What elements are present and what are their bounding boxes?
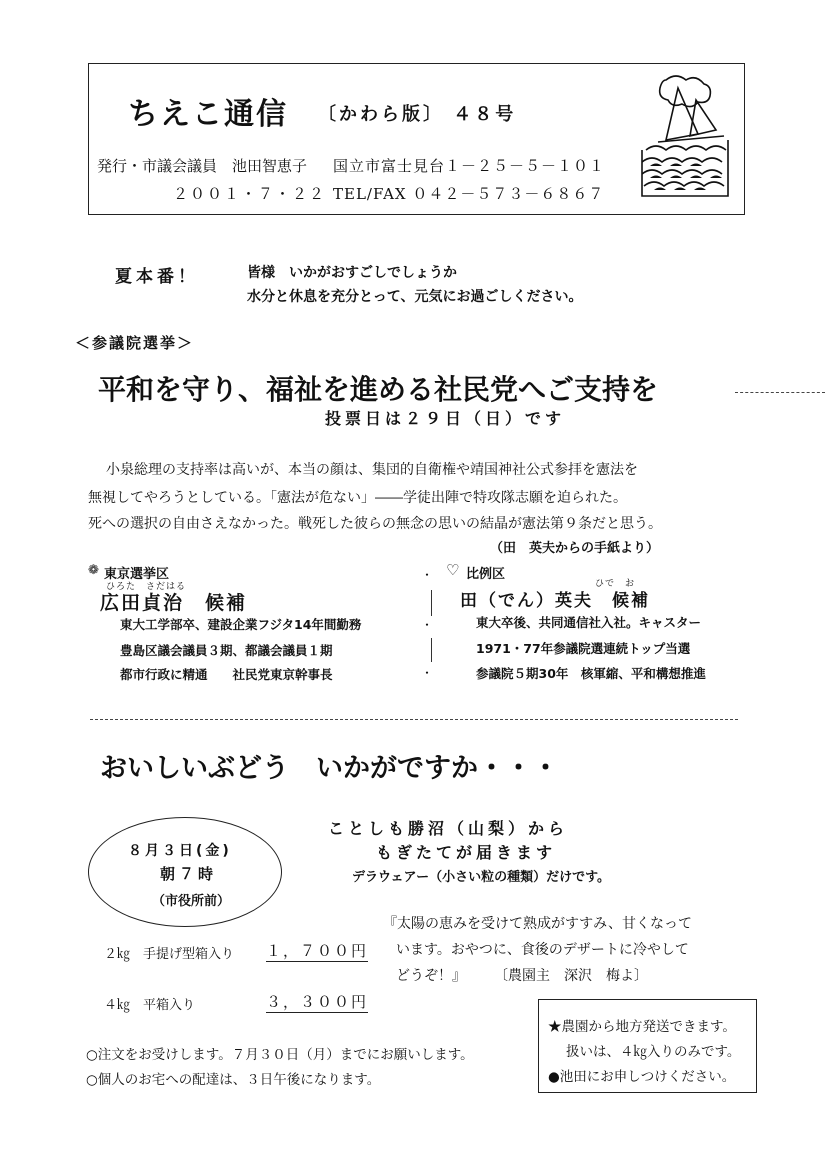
tel-line: TEL/FAX ０４２－５７３－６８６７: [333, 185, 605, 203]
price-label-4kg: ４㎏ 平箱入り: [104, 998, 196, 1013]
heart-icon: ♡: [446, 561, 460, 579]
proportional-district-label: 比例区: [466, 567, 506, 582]
tokyo-candidate-name: 広田貞治 候補: [100, 592, 248, 614]
tokyo-detail-1: 東大工学部卒、建設企業フジタ14年間勤務: [120, 617, 362, 632]
divider-line-1: [431, 590, 432, 616]
event-place: （市役所前）: [152, 894, 231, 909]
sailboat-wave-icon: [636, 70, 736, 200]
delivery-note: ○個人のお宅への配達は、３日午後になります。: [86, 1072, 381, 1088]
headline-dash: [735, 392, 825, 393]
grapes-headline: おいしいぶどう いかがですか・・・: [100, 753, 559, 784]
proportional-candidate-ruby: ひで お: [595, 579, 636, 589]
quote-source: （田 英夫からの手紙より）: [490, 541, 660, 556]
price-4kg: ３，３００円: [266, 993, 369, 1011]
farmer-quote-1: 『太陽の恵みを受けて熟成がすすみ、甘くなって: [383, 916, 692, 932]
election-body-line-1: 小泉総理の支持率は高いが、本当の顔は、集団的自衛権や靖国神社公式参拝を憲法を: [106, 462, 638, 478]
divider-dot: ・: [421, 666, 434, 680]
edition-label: 〔かわら版〕 ４８号: [318, 104, 517, 125]
farmer-quote-3: どうぞ！』 〔農園主 深沢 梅よ〕: [396, 968, 648, 984]
divider-line-2: [431, 638, 432, 662]
vote-day: 投票日は２９日（日）です: [325, 409, 566, 428]
origin-line-2: もぎたてが届きます: [376, 843, 557, 862]
date-line: ２００１・７・２２: [173, 185, 327, 203]
publisher-line: 発行・市議会議員 池田智恵子: [97, 157, 308, 175]
section-divider: [90, 719, 738, 720]
price-label-2kg: ２㎏ 手提げ型箱入り: [104, 947, 235, 962]
address-line: 国立市富士見台１－２５－５－１０１: [333, 157, 606, 175]
farmer-quote-2: います。おやつに、食後のデザートに冷やして: [396, 942, 689, 958]
origin-line-1: ことしも勝沼（山梨）から: [328, 819, 569, 838]
variety-line: デラウェアー（小さい粒の種類）だけです。: [352, 870, 611, 885]
summer-heading: 夏本番！: [115, 267, 199, 287]
shipping-line-2: 扱いは、４㎏入りのみです。: [566, 1044, 741, 1060]
election-headline: 平和を守り、福祉を進める社民党へご支持を: [98, 373, 659, 406]
proportional-candidate-name: 田（でん）英夫 候補: [460, 591, 650, 611]
proportional-detail-3: 参議院５期30年 核軍縮、平和構想推進: [476, 666, 706, 681]
price-2kg: １，７００円: [266, 942, 369, 960]
greeting-line-1: 皆様 いかがおすごしでしょうか: [247, 265, 457, 281]
divider-dot: ・: [421, 568, 434, 582]
shipping-line-1: ★農園から地方発送できます。: [548, 1019, 736, 1035]
newsletter-title: ちえこ通信: [128, 97, 288, 132]
proportional-detail-2: 1971・77年参議院選連続トップ当選: [476, 641, 691, 656]
shipping-line-3: ●池田にお申しつけください。: [548, 1069, 736, 1085]
election-body-line-2: 無視してやろうとしている。「憲法が危ない」――学徒出陣で特攻隊志願を迫られた。: [88, 490, 627, 506]
order-note: ○注文をお受けします。７月３０日（月）までにお願いします。: [86, 1047, 474, 1063]
event-date: ８月３日(金): [128, 843, 232, 859]
greeting-line-2: 水分と休息を充分とって、元気にお過ごしください。: [247, 289, 583, 305]
election-section-label: ＜参議院選挙＞: [75, 334, 195, 352]
event-time: 朝７時: [160, 865, 218, 883]
tokyo-detail-3: 都市行政に精通 社民党東京幹事長: [120, 667, 333, 682]
tokyo-candidate-ruby: ひろた さだはる: [106, 582, 187, 592]
divider-dot: ・: [421, 618, 434, 632]
tokyo-district-label: 東京選挙区: [104, 567, 170, 582]
tokyo-detail-2: 豊島区議会議員３期、都議会議員１期: [120, 643, 333, 658]
proportional-detail-1: 東大卒後、共同通信社入社。キャスター: [476, 615, 702, 630]
election-body-line-3: 死への選択の自由さえなかった。戦死した彼らの無念の思いの結晶が憲法第９条だと思う。: [88, 516, 662, 532]
leaf-icon: ❁: [88, 563, 99, 578]
